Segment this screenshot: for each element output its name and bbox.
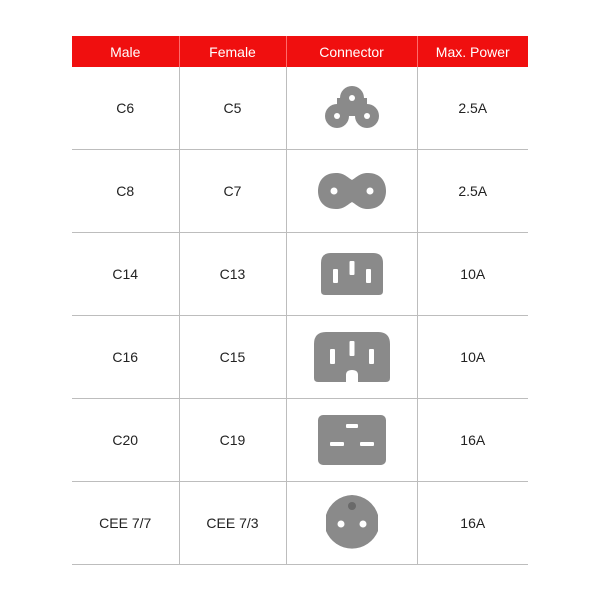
cell-connector (286, 399, 417, 482)
table-row (72, 482, 528, 565)
table-row (72, 150, 528, 233)
cell-female: CEE 7/3 (179, 482, 286, 565)
cell-max-power: 16A (417, 399, 528, 482)
c7-figure-eight-connector-icon (316, 171, 388, 211)
header-max-power: Max. Power (417, 36, 528, 67)
table-row (72, 399, 528, 482)
cell-male: CEE 7/7 (72, 482, 179, 565)
header-female: Female (179, 36, 286, 67)
cell-max-power: 10A (417, 316, 528, 399)
cell-max-power: 16A (417, 482, 528, 565)
cell-male: C16 (72, 316, 179, 399)
cell-male: C20 (72, 399, 179, 482)
cell-max-power: 2.5A (417, 150, 528, 233)
header-row (72, 36, 528, 67)
cell-male: C14 (72, 233, 179, 316)
cell-female: C5 (179, 67, 286, 150)
cell-connector (286, 67, 417, 150)
table-header (72, 36, 528, 67)
power-connector-table (72, 36, 528, 565)
schuko-cee73-connector-icon (320, 493, 384, 553)
cell-female: C15 (179, 316, 286, 399)
cell-connector (286, 150, 417, 233)
header-connector: Connector (286, 36, 417, 67)
table-row (72, 67, 528, 150)
cell-male: C6 (72, 67, 179, 150)
c19-connector-icon (316, 413, 388, 467)
c5-cloverleaf-connector-icon (321, 85, 383, 131)
cell-female: C19 (179, 399, 286, 482)
cell-connector (286, 233, 417, 316)
cell-female: C7 (179, 150, 286, 233)
c15-notched-connector-icon (312, 330, 392, 384)
cell-male: C8 (72, 150, 179, 233)
cell-max-power: 10A (417, 233, 528, 316)
c13-connector-icon (319, 251, 385, 297)
cell-female: C13 (179, 233, 286, 316)
table-row (72, 316, 528, 399)
cell-connector (286, 482, 417, 565)
table-body (72, 67, 528, 565)
cell-max-power: 2.5A (417, 67, 528, 150)
table-row (72, 233, 528, 316)
cell-connector (286, 316, 417, 399)
header-male: Male (72, 36, 179, 67)
connector-table-container (72, 36, 528, 565)
